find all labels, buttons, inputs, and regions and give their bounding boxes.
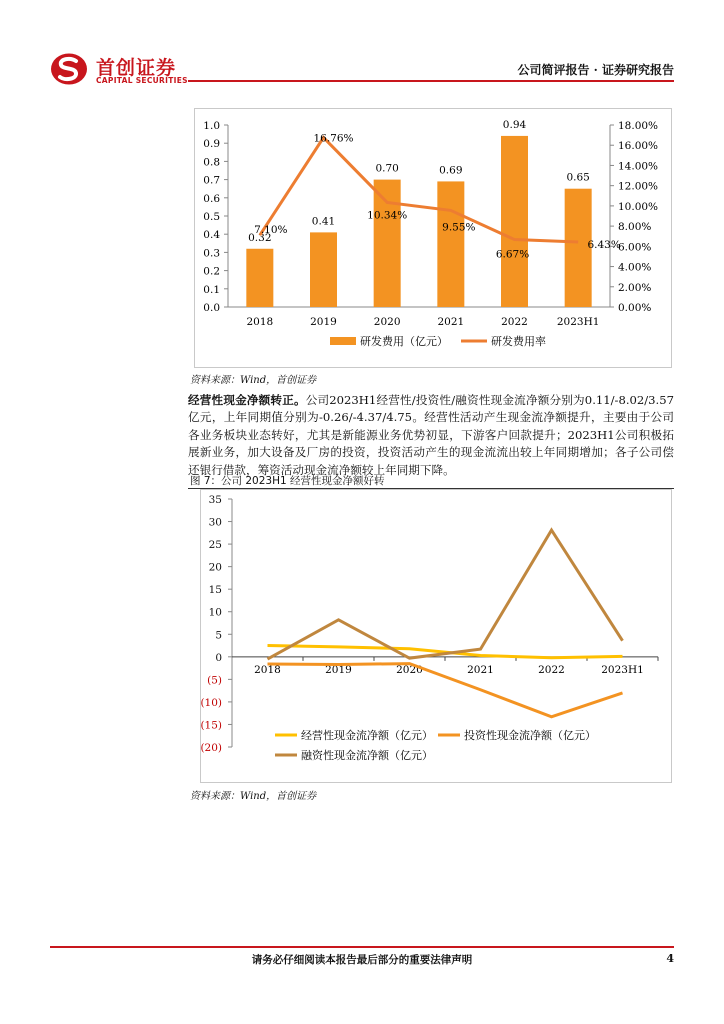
x-tick-label: 2018 <box>254 663 281 676</box>
left-tick-label: 0.6 <box>203 192 220 205</box>
x-tick-label: 2020 <box>396 663 423 676</box>
bar-value-label: 0.69 <box>439 164 463 177</box>
logo-english-name: CAPITAL SECURITIES <box>96 76 188 85</box>
left-tick-label: 0.2 <box>203 265 220 278</box>
y-tick-label: (5) <box>207 674 222 687</box>
right-tick-label: 10.00% <box>618 200 659 213</box>
series-line-2 <box>268 664 623 717</box>
bar-value-label: 0.70 <box>375 162 399 175</box>
y-tick-label: 20 <box>208 561 222 574</box>
x-tick-label: 2020 <box>373 316 401 328</box>
x-tick-label: 2022 <box>538 663 565 676</box>
right-tick-label: 6.00% <box>618 241 652 254</box>
paragraph-body: 公司2023H1经营性/投资性/融资性现金流净额分别为0.11/-8.02/3.57亿元，上年同期值分别为-0.26/-4.37/4.75。经营性活动产生现金流净额提升，主要由于公司各业务板块业态转好，尤其是新能源业务优势初显，下游客户回款提升；2023H1公司积极拓展新业务，加大设备及厂房的投资，投资活动产生的现金流流出较上年同期增加；各子公司偿还银行借款，筹资活动现金流净额较上年同期下降。 <box>188 393 674 477</box>
figure6-source: 资料来源：Wind，首创证券 <box>190 375 317 386</box>
bar-value-label: 0.94 <box>502 118 527 131</box>
bar-value-label: 0.41 <box>311 215 336 228</box>
y-tick-label: 0 <box>215 651 222 664</box>
right-tick-label: 12.00% <box>618 180 659 193</box>
x-tick-label: 2023H1 <box>601 663 644 676</box>
y-tick-label: 25 <box>208 539 222 552</box>
left-tick-label: 0.1 <box>203 283 220 296</box>
series-line-1 <box>268 646 623 658</box>
right-tick-label: 4.00% <box>618 261 652 274</box>
figure7-title: 图 7：公司 2023H1 经营性现金净额好转 <box>190 475 385 487</box>
y-tick-label: (15) <box>200 719 222 732</box>
left-tick-label: 1.0 <box>203 120 220 132</box>
left-tick-label: 0.4 <box>203 229 220 242</box>
line-value-label: 10.34% <box>367 209 408 222</box>
y-tick-label: 5 <box>215 629 222 642</box>
left-tick-label: 0.8 <box>203 156 220 169</box>
rd-expense-bar <box>374 180 401 307</box>
y-tick-label: 15 <box>208 584 222 597</box>
rd-ratio-line <box>260 138 578 242</box>
line-value-label: 9.55% <box>442 221 476 234</box>
right-tick-label: 14.00% <box>618 160 659 173</box>
right-tick-label: 0.00% <box>618 302 652 314</box>
right-tick-label: 2.00% <box>618 281 652 294</box>
y-tick-label: 10 <box>208 606 222 619</box>
left-tick-label: 0.9 <box>203 138 220 151</box>
cashflow-chart <box>188 489 674 784</box>
x-tick-label: 2018 <box>246 316 274 328</box>
legend-bar-label: 研发费用（亿元） <box>360 335 448 348</box>
legend-label-1: 经营性现金流净额（亿元） <box>301 729 433 742</box>
rd-expense-bar <box>501 136 528 307</box>
footer-divider <box>50 946 674 948</box>
x-tick-label: 2021 <box>467 663 494 676</box>
legend-bar-swatch <box>330 337 356 345</box>
rd-expense-bar <box>246 249 273 307</box>
bar-value-label: 0.32 <box>248 231 272 244</box>
left-tick-label: 0.3 <box>203 247 220 260</box>
line-value-label: 16.76% <box>313 132 354 145</box>
right-tick-label: 18.00% <box>618 120 659 132</box>
y-tick-label: (20) <box>200 742 222 754</box>
x-tick-label: 2019 <box>310 316 337 328</box>
legend-label-3: 融资性现金流净额（亿元） <box>301 749 433 762</box>
left-tick-label: 0.5 <box>203 211 220 223</box>
legend-line-label: 研发费用率 <box>491 335 546 348</box>
line-value-label: 6.67% <box>495 248 530 261</box>
left-tick-label: 0.0 <box>203 302 220 314</box>
x-tick-label: 2023H1 <box>556 316 600 328</box>
y-tick-label: 30 <box>208 516 222 529</box>
series-line-3 <box>268 530 623 659</box>
company-logo-icon <box>50 52 88 86</box>
right-tick-label: 16.00% <box>618 140 659 153</box>
page-number: 4 <box>666 952 674 965</box>
header-divider <box>188 80 674 82</box>
left-tick-label: 0.7 <box>203 174 220 187</box>
rd-expense-bar <box>437 181 464 307</box>
footer-disclaimer: 请务必仔细阅读本报告最后部分的重要法律声明 <box>251 954 473 966</box>
legend-label-2: 投资性现金流净额（亿元） <box>464 729 596 742</box>
rd-expense-chart <box>188 105 674 367</box>
x-tick-label: 2022 <box>501 316 528 328</box>
x-tick-label: 2021 <box>437 316 465 328</box>
rd-expense-bar <box>310 232 337 307</box>
bar-value-label: 0.65 <box>566 171 590 184</box>
y-tick-label: (10) <box>200 696 222 709</box>
cashflow-paragraph <box>188 392 674 479</box>
figure7-source: 资料来源：Wind，首创证券 <box>190 791 317 802</box>
line-value-label: 6.43% <box>587 238 621 251</box>
report-type: 公司简评报告 · 证券研究报告 <box>517 63 674 77</box>
right-tick-label: 8.00% <box>618 221 652 234</box>
y-tick-label: 35 <box>208 494 222 506</box>
paragraph-lead: 经营性现金净额转正。 <box>188 393 306 407</box>
line-value-label: 7.10% <box>254 224 288 237</box>
logo-chinese-name: 首创证券 <box>96 57 177 79</box>
x-tick-label: 2019 <box>325 663 352 676</box>
